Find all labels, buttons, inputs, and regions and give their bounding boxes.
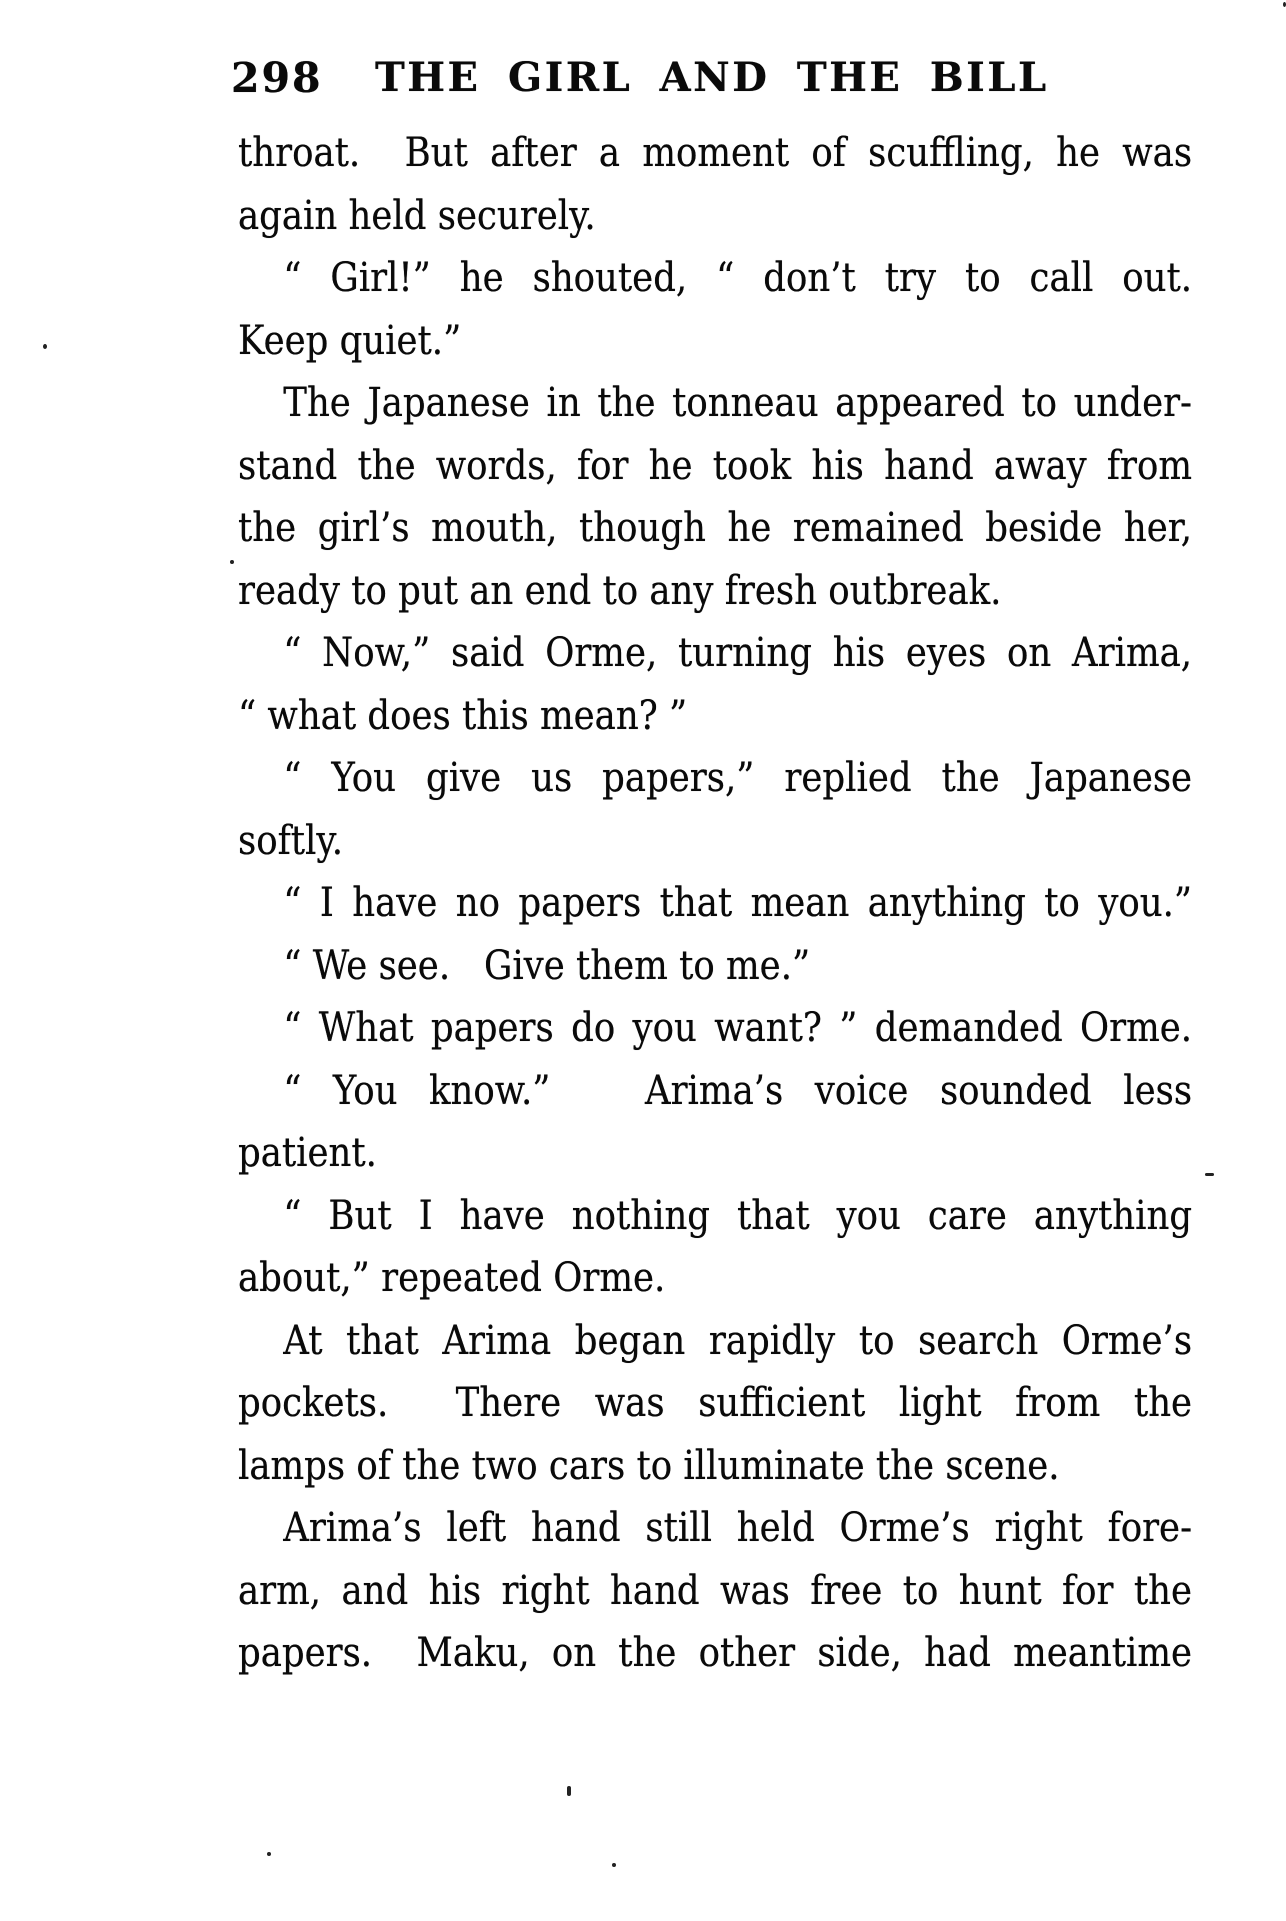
text-line: about,” repeated Orme. [238,1255,666,1301]
text-line: throat. But after a moment of scuffling, he was [238,130,1193,176]
scan-speck [230,560,234,564]
text-line: again held securely. [238,192,596,239]
text-line: the girl’s mouth, though he remained beside her, [238,505,1193,551]
page-text [238,122,1192,1685]
text-line: stand the words, for he took his hand away from [238,442,1193,489]
text-line: “ You know.” Arima’s voice sounded less [283,1067,1193,1114]
running-header-title: THE GIRL AND THE BILL [375,54,1049,101]
text-line: patient. [238,1130,377,1176]
text-line: “ I have no papers that mean anything to you.” [283,880,1193,926]
text-line: The Japanese in the tonneau appeared to under- [283,380,1193,426]
text-line: softly. [238,817,343,864]
text-line: papers. Maku, on the other side, had meantime [238,1630,1193,1676]
text-line: “ What papers do you want? ” demanded Orme. [283,1005,1193,1051]
scan-speck [267,1852,271,1856]
text-line: “ You give us papers,” replied the Japanese [283,755,1193,801]
scan-speck [43,344,47,349]
text-line: lamps of the two cars to illuminate the scene. [238,1442,1060,1489]
text-line: pockets. There was sufficient light from the [238,1380,1193,1426]
page-number: 298 [231,54,323,102]
text-line: “ what does this mean? ” [238,692,688,739]
text-line: Keep quiet.” [238,317,462,364]
text-line: “ Now,” said Orme, turning his eyes on Arima, [283,630,1193,676]
scan-speck [612,1863,616,1867]
text-line: “ We see. Give them to me.” [283,942,811,989]
text-line: At that Arima began rapidly to search Orme’s [283,1317,1193,1364]
text-line: arm, and his right hand was free to hunt for the [238,1567,1193,1614]
text-line: Arima’s left hand still held Orme’s right fore- [283,1505,1193,1551]
text-line: ready to put an end to any fresh outbreak. [238,567,1002,614]
scan-speck [1205,1173,1214,1176]
text-line: “ But I have nothing that you care anything [283,1192,1193,1239]
scan-speck [567,1786,571,1796]
text-line: “ Girl!” he shouted, “ don’t try to call out. [283,255,1193,301]
